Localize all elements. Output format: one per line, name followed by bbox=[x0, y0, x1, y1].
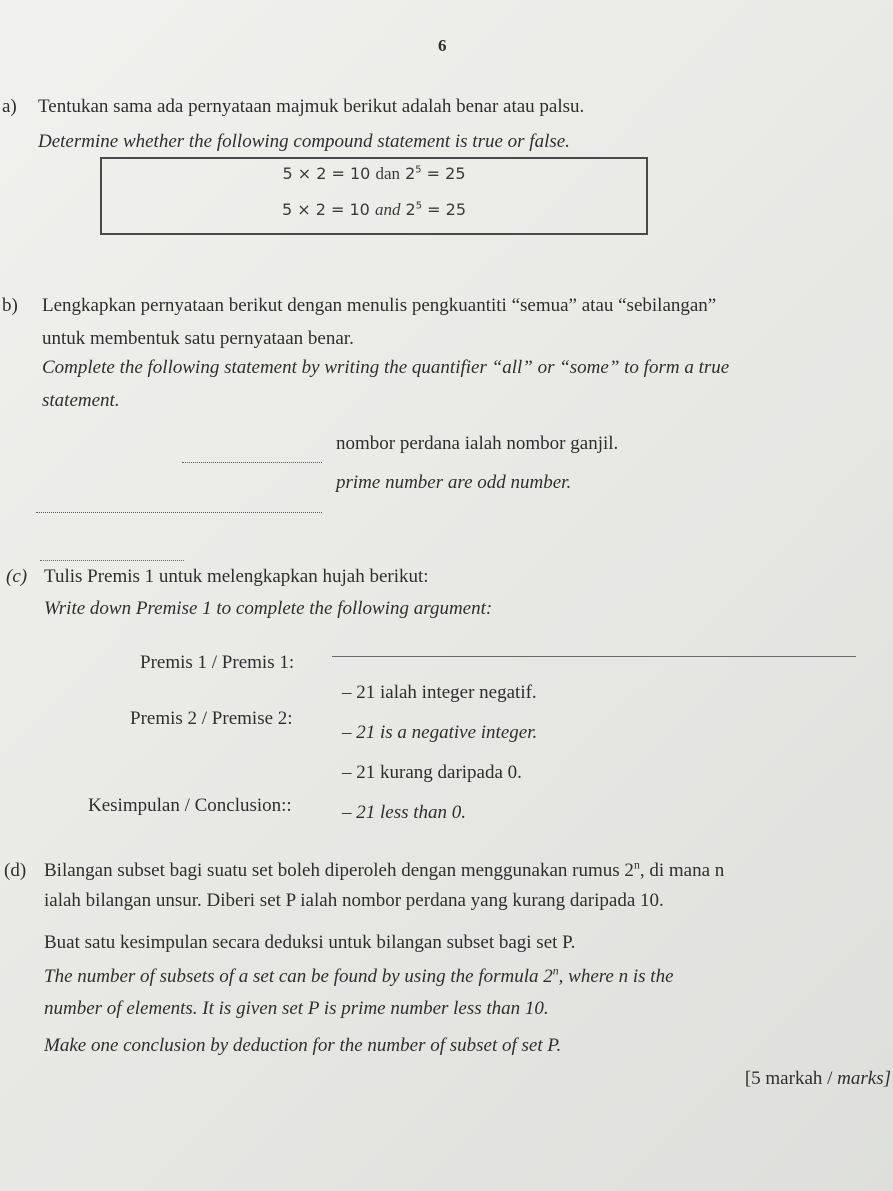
marks-label: [5 markah / marks] bbox=[744, 1068, 891, 1089]
question-c-english: Write down Premise 1 to complete the following argument: bbox=[44, 598, 493, 619]
compound-statement-english: 5 × 2 = 10 and $2^5 = 25$ bbox=[281, 200, 466, 219]
conclusion-malay: – 21 kurang daripada 0. bbox=[342, 762, 522, 783]
page-number: 6 bbox=[438, 36, 447, 55]
question-b-english-line2: statement. bbox=[42, 390, 120, 411]
question-c-label: (c) bbox=[6, 566, 28, 587]
question-d-malay-line2: ialah bilangan unsur. Diberi set P ialah nombor perdana yang kurang daripada 10. bbox=[44, 890, 664, 911]
question-d-english-line3: Make one conclusion by deduction for the number of subset of set P. bbox=[44, 1035, 562, 1056]
question-b-english-line1: Complete the following statement by writing the quantifier “all” or “some” to form a true bbox=[42, 357, 730, 378]
statement-malay: nombor perdana ialah nombor ganjil. bbox=[336, 433, 619, 454]
premise1-answer-line[interactable] bbox=[332, 656, 856, 657]
question-a-label: a) bbox=[2, 96, 17, 117]
quantifier-blank-english[interactable] bbox=[36, 512, 322, 513]
question-a-malay: Tentukan sama ada pernyataan majmuk berikut adalah benar atau palsu. bbox=[38, 96, 585, 117]
compound-statement-malay: 5 × 2 = 10 dan $2^5 = 25$ bbox=[282, 164, 466, 183]
question-b-malay-line2: untuk membentuk satu pernyataan benar. bbox=[42, 328, 354, 349]
question-d-malay-line1: Bilangan subset bagi suatu set boleh diperoleh dengan menggunakan rumus 2$^n$, di mana n bbox=[44, 858, 725, 881]
conclusion-label: Kesimpulan / Conclusion:: bbox=[88, 795, 292, 816]
conclusion-english: – 21 less than 0. bbox=[342, 802, 467, 823]
premise1-label: Premis 1 / Premis 1: bbox=[140, 652, 295, 673]
question-b-label: b) bbox=[2, 295, 18, 316]
premise2-malay: – 21 ialah integer negatif. bbox=[342, 682, 537, 703]
premise2-label: Premis 2 / Premise 2: bbox=[130, 708, 293, 729]
premise2-english: – 21 is a negative integer. bbox=[342, 722, 538, 743]
question-d-english-line2: number of elements. It is given set P is prime number less than 10. bbox=[44, 998, 549, 1019]
answer-line-b[interactable] bbox=[40, 560, 184, 561]
compound-statement-box bbox=[100, 157, 648, 235]
question-d-english-line1: The number of subsets of a set can be found by using the formula 2$^n$, where n is the bbox=[44, 964, 674, 987]
question-d-label: (d) bbox=[4, 860, 27, 881]
quantifier-blank-malay[interactable] bbox=[182, 462, 322, 463]
question-a-english: Determine whether the following compound statement is true or false. bbox=[38, 131, 570, 152]
statement-english: prime number are odd number. bbox=[336, 472, 572, 493]
question-b-malay-line1: Lengkapkan pernyataan berikut dengan menulis pengkuantiti “semua” atau “sebilangan” bbox=[42, 295, 717, 316]
question-d-malay-line3: Buat satu kesimpulan secara deduksi untuk bilangan subset bagi set P. bbox=[44, 932, 576, 953]
question-c-malay: Tulis Premis 1 untuk melengkapkan hujah berikut: bbox=[44, 566, 429, 587]
